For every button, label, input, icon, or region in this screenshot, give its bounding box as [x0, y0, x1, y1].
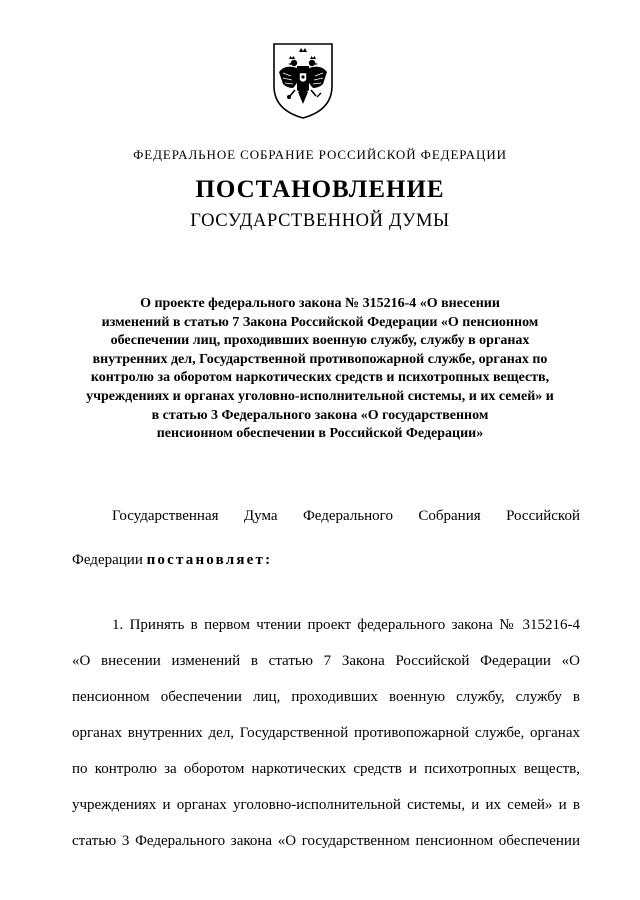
- subject-line: пенсионном обеспечении в Российской Федерации»: [156, 426, 484, 442]
- subject-line: обеспечении лиц, проходивших военную службу, службу в органах: [110, 333, 530, 349]
- subject-line: внутренних дел, Государственной противопожарной службе, органах по: [92, 351, 548, 367]
- subject-line: контролю за оборотом наркотических средств и психотропных веществ,: [90, 370, 550, 386]
- preamble-text: Федерации: [72, 552, 143, 568]
- double-headed-eagle-icon: [271, 42, 335, 120]
- clause-line: статью 3 Федерального закона «О государственном пенсионном обеспечении: [72, 833, 580, 849]
- clause-line: 1. Принять в первом чтении проект федерального закона № 315216-4: [112, 617, 580, 633]
- clause-line: учреждениях и органах уголовно-исполнительной системы, и их семей» и в: [72, 797, 580, 813]
- preamble-line: [72, 552, 580, 569]
- clause-line: пенсионном обеспечении лиц, проходивших военную службу, службу в: [72, 689, 580, 705]
- subject-line: в статью 3 Федерального закона «О государственном: [151, 407, 489, 423]
- document-title: ПОСТАНОВЛЕНИЕ: [195, 176, 445, 203]
- assembly-heading: ФЕДЕРАЛЬНОЕ СОБРАНИЕ РОССИЙСКОЙ ФЕДЕРАЦИИ: [133, 147, 507, 162]
- clause-line: по контролю за оборотом наркотических средств и психотропных веществ,: [72, 761, 580, 777]
- preamble-decision: постановляет:: [146, 552, 273, 568]
- coat-of-arms-emblem: [271, 42, 335, 120]
- preamble-line: Государственная Дума Федерального Собрания Российской: [112, 508, 580, 524]
- document-subtitle: ГОСУДАРСТВЕННОЙ ДУМЫ: [190, 211, 450, 231]
- clause-line: органах внутренних дел, Государственной противопожарной службе, органах: [72, 725, 580, 741]
- clause-line: «О внесении изменений в статью 7 Закона Российской Федерации «О: [72, 653, 580, 669]
- subject-line: учреждениях и органах уголовно-исполнительной системы, и их семей» и: [86, 388, 554, 404]
- document-subject: [66, 295, 574, 444]
- subject-line: изменений в статью 7 Закона Российской Федерации «О пенсионном: [101, 314, 539, 330]
- subject-line: О проекте федерального закона № 315216-4 «О внесении: [140, 296, 500, 311]
